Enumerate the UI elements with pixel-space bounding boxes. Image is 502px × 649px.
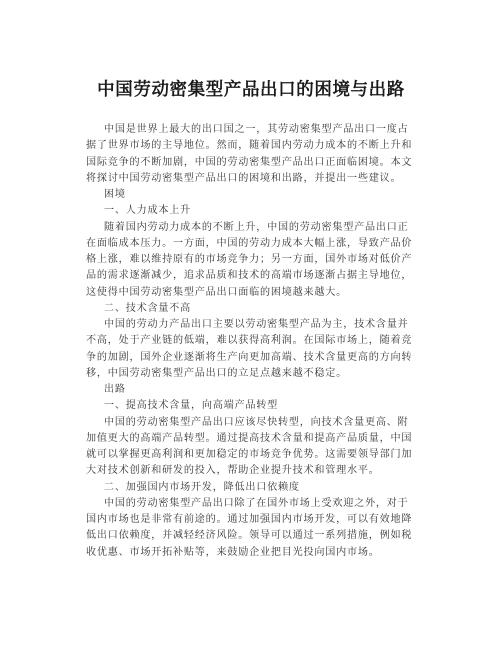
body-line: 品的需求逐渐减少，追求品质和技术的高端市场逐渐占据主导地位， [86,270,413,282]
body-line: 就可以掌握更高利润和更加稳定的市场竞争优势。这需要领导部门加 [86,449,413,460]
body-line: 低出口依赖度，并减轻经济风险。领导可以通过一系列措施，例如税 [86,530,413,542]
body-line: 二、加强国内市场开发，降低出口依赖度 [104,481,300,493]
body-line: 这使得中国劳动密集型产品出口面临的困境越来越大。 [86,286,347,298]
body-line: 将探讨中国劳动密集型产品出口的困境和出路，并提出一些建议。 [86,172,402,184]
body-line: 在面临成本压力。一方面，中国的劳动力成本大幅上涨，导致产品价 [86,237,413,249]
body-line: 争的加剧，国外企业逐渐将生产向更加高端、技术含量更高的方向转 [86,351,413,363]
body-line: 出路 [104,384,126,395]
body-line: 中国的劳动密集型产品出口除了在国外市场上受欢迎之外，对于 [104,497,409,509]
body-line: 国际竞争的不断加剧，中国的劳动密集型产品出口正面临困境。本文 [86,156,413,168]
body-line: 移，中国劳动密集型产品出口的立足点越来越不稳定。 [86,367,347,379]
body-line: 加值更大的高端产品转型。通过提高技术含量和提高产品质量，中国 [86,432,413,444]
body-line: 困境 [104,189,126,200]
body-line: 中国的劳动力产品出口主要以劳动密集型产品为主，技术含量并 [104,319,409,330]
document-title: 中国劳动密集型产品出口的困境与出路 [97,80,405,100]
body-line: 一、人力成本上升 [104,205,191,217]
body-line: 二、技术含量不高 [104,302,191,314]
body-line: 收优惠、市场开拓补贴等，来鼓励企业把目光投向国内市场。 [86,546,380,558]
body-line: 据了世界市场的主导地位。然而，随着国内劳动力成本的不断上升和 [86,140,413,152]
body-line: 格上涨，难以维持原有的市场竞争力；另一方面，国外市场对低价产 [86,254,413,265]
body-line: 大对技术创新和研发的投入，帮助企业提升技术和管理水平。 [86,465,380,477]
body-line: 国内市场也是非常有前途的。通过加强国内市场开发，可以有效地降 [86,514,413,525]
body-line: 不高，处于产业链的低端，难以获得高利润。在国际市场上，随着竞 [86,335,413,347]
document-body [86,122,426,561]
body-line: 中国的劳动密集型产品出口应该尽快转型，向技术含量更高、附 [104,416,409,428]
body-line: 随着国内劳动力成本的不断上升，中国的劳动密集型产品出口正 [104,221,409,233]
body-line: 中国是世界上最大的出口国之一，其劳动密集型产品出口一度占 [104,124,409,135]
body-line: 一、提高技术含量，向高端产品转型 [104,400,278,412]
